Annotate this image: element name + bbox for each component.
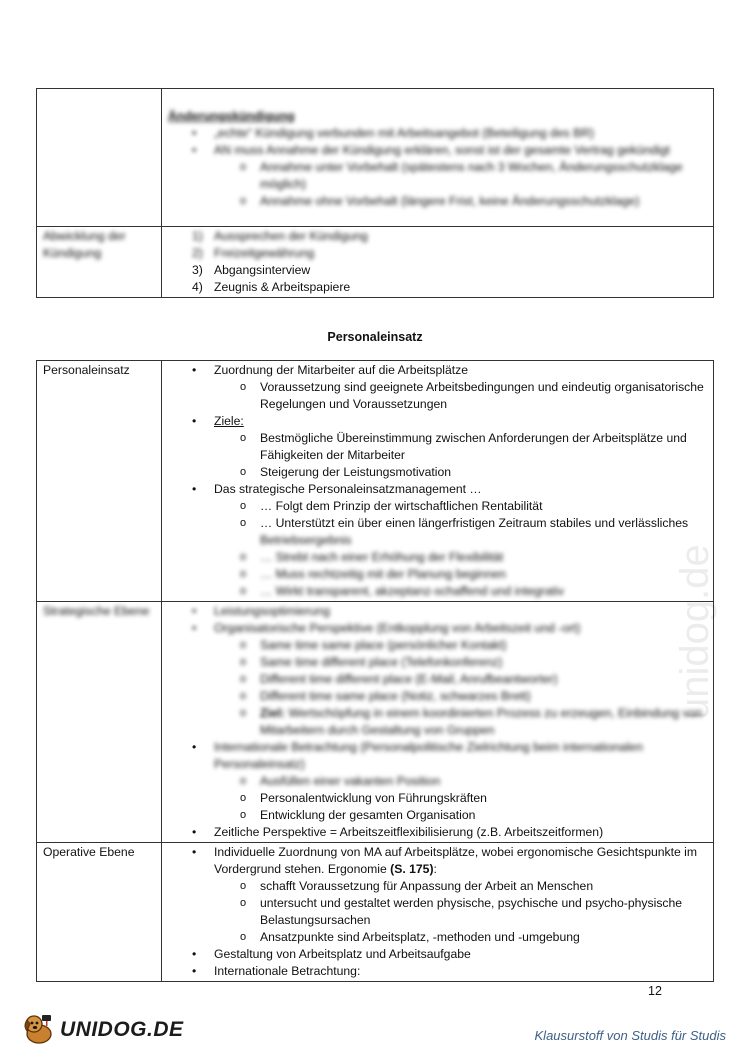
top-table-content-1: [162, 89, 714, 227]
list-item: 2) Freizeitgewährung: [192, 246, 315, 260]
row-label-personaleinsatz: Personaleinsatz: [37, 361, 162, 602]
list-item: o … Muss rechtzeitig mit der Planung beginnen: [214, 566, 707, 583]
list-item: o … Wirkt transparent, akzeptanz-schaffend und integrativ: [214, 583, 707, 600]
row-content-strategische-ebene: [162, 602, 714, 843]
list-item: o Annahme unter Vorbehalt (spätestens nach 3 Wochen, Änderungsschutzklage möglich): [214, 159, 707, 193]
section-title: Personaleinsatz: [327, 330, 423, 344]
list-item: • Das strategische Personaleinsatzmanagement … o … Folgt dem Prinzip der wirtschaftlichen Rentabilität o … Unterstützt ein über einen längerfristigen Zeitraum stabiles und verlässliches Betriebsergebnis o … Strebt nach einer Erhöhung der Flexibilität o … Muss rechtzeitig mit der Planung beginnen o … Wirkt transparent, akzeptanz-schaffend und integrativ: [168, 481, 707, 600]
footer-logo: [22, 1012, 184, 1046]
watermark-text: unidog.de: [673, 544, 717, 720]
list-item: o Same time different place (Telefonkonferenz): [214, 654, 707, 671]
top-table-label-2: Abwicklung der Kündigung: [37, 227, 162, 298]
page-number: 12: [648, 984, 662, 998]
row-label-strategische-ebene: Strategische Ebene: [37, 602, 162, 843]
list-item: • „echte“ Kündigung verbunden mit Arbeitsangebot (Beteiligung des BR): [168, 125, 707, 142]
list-item: o Bestmögliche Übereinstimmung zwischen Anforderungen der Arbeitsplätze und Fähigkeiten der Mitarbeiter: [214, 430, 707, 464]
list-item: o Voraussetzung sind geeignete Arbeitsbedingungen und eindeutig organisatorische Regelungen und Voraussetzungen: [214, 379, 707, 413]
top-table-content-2: [162, 227, 714, 298]
logo-text: UNIDOG.DE: [60, 1017, 184, 1041]
list-item: 3) Abgangsinterview: [192, 263, 311, 277]
list-item: o Ansatzpunkte sind Arbeitsplatz, -methoden und -umgebung: [214, 929, 707, 946]
list-item: • Zeitliche Perspektive = Arbeitszeitflexibilisierung (z.B. Arbeitszeitformen): [168, 824, 707, 841]
list-item: • Individuelle Zuordnung von MA auf Arbeitsplätze, wobei ergonomische Gesichtspunkte im Vordergrund stehen. Ergonomie (S. 175): o schafft Voraussetzung für Anpassung der Arbeit an Menschen o untersucht und gestaltet werden physische, psychische und psycho-physische Belastungsursachen o Ansatzpunkte sind Arbeitsplatz, -methoden und -umgebung: [168, 844, 707, 946]
top-table: [36, 88, 714, 298]
row-content-operative-ebene: [162, 843, 714, 982]
list-item: o Ziel: Wertschöpfung in einem koordinierten Prozess zu erzeugen, Einbindung von Mitarbeitern durch Gestaltung von Gruppen: [214, 705, 707, 739]
top-table-label-1: [37, 89, 162, 227]
list-item: o Different time different place (E-Mail, Anrufbeantworter): [214, 671, 707, 688]
list-item: • Internationale Betrachtung (Personalpolitische Zielrichtung beim internationalen Personaleinsatz) o Ausfüllen einer vakanten Position o Personalentwicklung von Führungskräften o Entwicklung der gesamten Organisation: [168, 739, 707, 824]
dog-mascot-icon: [22, 1012, 58, 1046]
list-item: o Steigerung der Leistungsmotivation: [214, 464, 707, 481]
list-item: o … Unterstützt ein über einen längerfristigen Zeitraum stabiles und verlässliches Betriebsergebnis: [214, 515, 707, 549]
list-item: o Entwicklung der gesamten Organisation: [214, 807, 707, 824]
footer-tagline: Klausurstoff von Studis für Studis: [534, 1028, 726, 1043]
list-item: o Same time same place (persönlicher Kontakt): [214, 637, 707, 654]
personaleinsatz-table: [36, 360, 714, 982]
list-item: 4) Zeugnis & Arbeitspapiere: [192, 280, 351, 294]
list-item: • AN muss Annahme der Kündigung erklären, sonst ist der gesamte Vertrag gekündigt o Annahme unter Vorbehalt (spätestens nach 3 Wochen, Änderungsschutzklage möglich) o Annahme ohne Vorbehalt (längere Frist, keine Änderungsschutzklage): [168, 142, 707, 210]
aenderungskuendigung-title: Änderungskündigung: [168, 109, 295, 123]
row-content-personaleinsatz: [162, 361, 714, 602]
list-item: • Internationale Betrachtung:: [168, 963, 707, 980]
list-item: • Ziele: o Bestmögliche Übereinstimmung zwischen Anforderungen der Arbeitsplätze und Fähigkeiten der Mitarbeiter o Steigerung der Leistungsmotivation: [168, 413, 707, 481]
list-item: • Zuordnung der Mitarbeiter auf die Arbeitsplätze o Voraussetzung sind geeignete Arbeitsbedingungen und eindeutig organisatorische Regelungen und Voraussetzungen: [168, 362, 707, 413]
list-item: o Ausfüllen einer vakanten Position: [214, 773, 707, 790]
list-item: o untersucht und gestaltet werden physische, psychische und psycho-physische Belastungsursachen: [214, 895, 707, 929]
row-label-operative-ebene: Operative Ebene: [37, 843, 162, 982]
list-item: • Leistungsoptimierung: [168, 603, 707, 620]
list-item: • Gestaltung von Arbeitsplatz und Arbeitsaufgabe: [168, 946, 707, 963]
list-item: o Personalentwicklung von Führungskräften: [214, 790, 707, 807]
list-item: 1) Aussprechen der Kündigung: [192, 229, 368, 243]
list-item: o … Folgt dem Prinzip der wirtschaftlichen Rentabilität: [214, 498, 707, 515]
list-item: o Different time same place (Notiz, schwarzes Brett): [214, 688, 707, 705]
list-item: o schafft Voraussetzung für Anpassung der Arbeit an Menschen: [214, 878, 707, 895]
list-item: • Organisatorische Perspektive (Entkopplung von Arbeitszeit und -ort) o Same time same place (persönlicher Kontakt) o Same time different place (Telefonkonferenz) o Different time different place (E-Mail, Anrufbeantworter) o Different time same place (Notiz, schwarzes Brett) o Ziel: Wertschöpfung in einem koordinierten Prozess zu erzeugen, Einbindung von Mitarbeitern durch Gestaltung von Gruppen: [168, 620, 707, 739]
list-item: o Annahme ohne Vorbehalt (längere Frist, keine Änderungsschutzklage): [214, 193, 707, 210]
list-item: o … Strebt nach einer Erhöhung der Flexibilität: [214, 549, 707, 566]
